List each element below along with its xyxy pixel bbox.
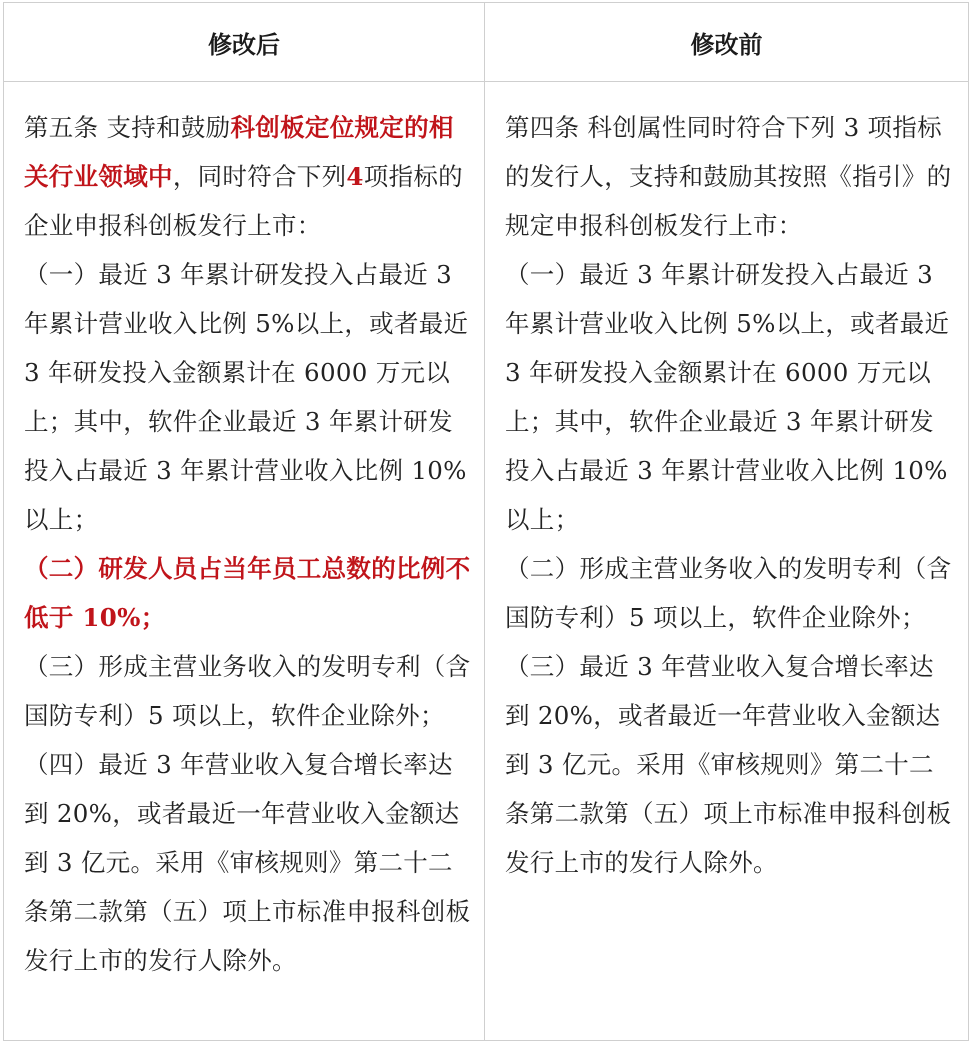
- content-row: [4, 82, 969, 1041]
- after-intro-text-a: 第五条 支持和鼓励: [24, 113, 231, 142]
- header-before: 修改前: [485, 3, 969, 82]
- after-column: [4, 82, 485, 1041]
- after-highlight-count: 4: [346, 162, 364, 191]
- before-column: [485, 82, 969, 1041]
- after-item-3: （三）形成主营业务收入的发明专利（含国防专利）5 项以上，软件企业除外；: [24, 652, 471, 730]
- after-item-4: （四）最近 3 年营业收入复合增长率达到 20%，或者最近一年营业收入金额达到 3 亿元。采用《审核规则》第二十二条第二款第（五）项上市标准申报科创板发行上市的发行人除外。: [24, 750, 471, 975]
- after-article-intro: [24, 103, 474, 250]
- before-item-1: （一）最近 3 年累计研发投入占最近 3 年累计营业收入比例 5%以上，或者最近 3 年研发投入金额累计在 6000 万元以上；其中，软件企业最近 3 年累计研发投入占最近 3 年累计营业收入比例 10%以上；: [505, 260, 950, 534]
- after-intro-text-c: 项指标的企业申报科创板发行上市：: [24, 162, 463, 240]
- before-item-3: （三）最近 3 年营业收入复合增长率达到 20%，或者最近一年营业收入金额达到 3 亿元。采用《审核规则》第二十二条第二款第（五）项上市标准申报科创板发行上市的发行人除外。: [505, 652, 952, 877]
- comparison-table: [3, 2, 969, 1041]
- header-row: [4, 3, 969, 82]
- before-item-2: （二）形成主营业务收入的发明专利（含国防专利）5 项以上，软件企业除外；: [505, 554, 952, 632]
- after-intro-text-b: ，同时符合下列: [172, 162, 347, 191]
- after-highlight-sector: 科创板定位规定的相关行业领域中: [24, 113, 454, 191]
- after-item-1: （一）最近 3 年累计研发投入占最近 3 年累计营业收入比例 5%以上，或者最近 3 年研发投入金额累计在 6000 万元以上；其中，软件企业最近 3 年累计研发投入占最近 3 年累计营业收入比例 10%以上；: [24, 260, 469, 534]
- header-after: 修改后: [4, 3, 485, 82]
- after-item-2-highlight: （二）研发人员占当年员工总数的比例不低于 10%；: [24, 554, 471, 632]
- before-article-intro: 第四条 科创属性同时符合下列 3 项指标的发行人，支持和鼓励其按照《指引》的规定申报科创板发行上市：: [505, 113, 952, 240]
